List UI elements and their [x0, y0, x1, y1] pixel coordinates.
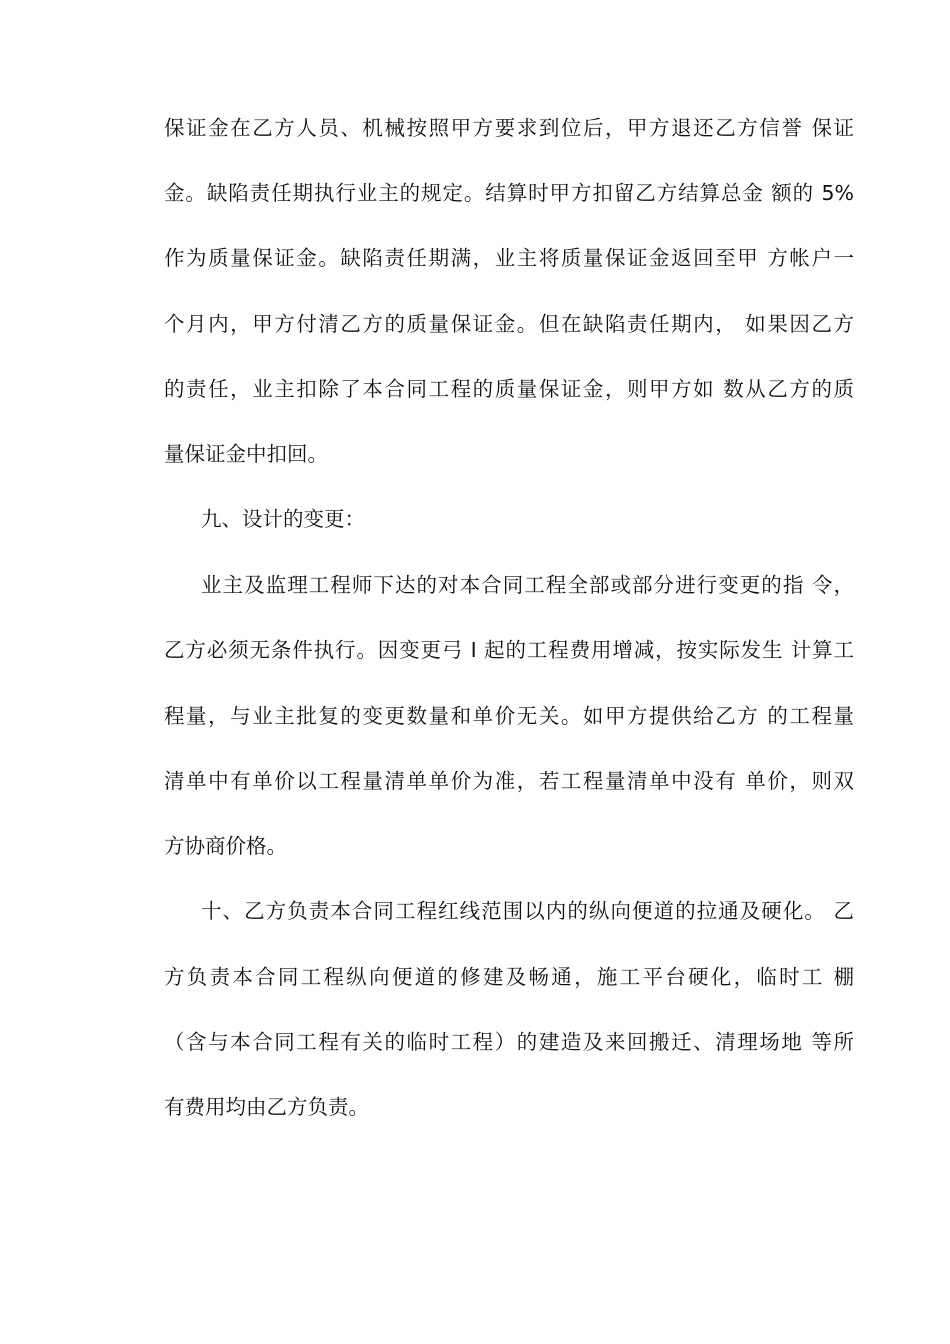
section-heading-10: 十、乙方负责本合同工程红线范围以内的纵向便道的拉通及硬化。 乙	[201, 899, 854, 923]
text-line-8: 业主及监理工程师下达的对本合同工程全部或部分进行变更的指 令，	[201, 573, 854, 597]
text-line-2: 金。缺陷责任期执行业主的规定。结算时甲方扣留乙方结算总金 额的 5%	[164, 181, 854, 205]
text-line-16: 有费用均由乙方负责。	[164, 1095, 369, 1119]
text-line-12: 方协商价格。	[164, 834, 287, 858]
section-heading-9: 九、设计的变更：	[201, 507, 365, 531]
text-line-4: 个月内，甲方付清乙方的质量保证金。但在缺陷责任期内， 如果因乙方	[164, 312, 854, 336]
text-line-10: 程量，与业主批复的变更数量和单价无关。如甲方提供给乙方 的工程量	[164, 704, 854, 728]
text-line-5: 的责任，业主扣除了本合同工程的质量保证金，则甲方如 数从乙方的质	[164, 377, 854, 401]
text-line-14: 方负责本合同工程纵向便道的修建及畅通，施工平台硬化，临时工 棚	[164, 965, 854, 989]
text-line-15: （含与本合同工程有关的临时工程）的建造及来回搬迁、清理场地 等所	[164, 1030, 854, 1054]
text-line-9: 乙方必须无条件执行。因变更弓 I 起的工程费用增减，按实际发生 计算工	[164, 638, 854, 662]
text-line-1: 保证金在乙方人员、机械按照甲方要求到位后，甲方退还乙方信誉 保证	[164, 116, 854, 140]
text-line-6: 量保证金中扣回。	[164, 442, 328, 466]
text-line-11: 清单中有单价以工程量清单单价为准，若工程量清单中没有 单价，则双	[164, 769, 854, 793]
text-line-3: 作为质量保证金。缺陷责任期满，业主将质量保证金返回至甲 方帐户一	[164, 246, 854, 270]
